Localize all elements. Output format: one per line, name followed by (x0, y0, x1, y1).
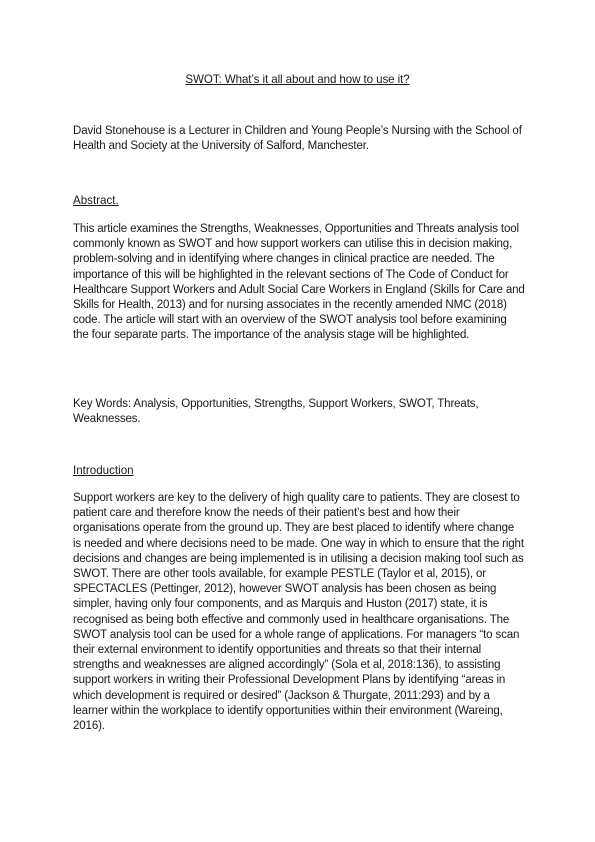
abstract-text: This article examines the Strengths, Weaknesses, Opportunities and Threats analysis tool commonly known as SWOT and how support workers can utilise this in decision making, problem-solving and in identifying where changes in clinical practice are needed. The importance of this will be highlighted in the relevant sections of The Code of Conduct for Healthcare Support Workers and Adult Social Care Workers in England (Skills for Care and Skills for Health, 2013) and for nursing associates in the recently amended NMC (2018) code. The article will start with an overview of the SWOT analysis tool before examining the four separate parts. The importance of the analysis stage will be highlighted. (73, 223, 525, 342)
introduction-heading: Introduction (73, 464, 134, 477)
author-bio: David Stonehouse is a Lecturer in Children and Young People’s Nursing with the School of Health and Society at the University of Salford, Manchester. (73, 125, 522, 153)
introduction-text: Support workers are key to the delivery of high quality care to patients. They are closest to patient care and therefore know the needs of their patient’s best and how their organisations operate from the ground up. They are best placed to identify where change is needed and where decisions need to be made. One way in which to ensure that the right decisions and changes are being implemented is in utilising a decision making tool such as SWOT. There are other tools available, for example PESTLE (Taylor et al, 2015), or SPECTACLES (Pettinger, 2012), however SWOT analysis has been chosen as being simpler, having only four components, and as Marquis and Huston (2017) state, it is recognised as being both effective and commonly used in healthcare organisations. The SWOT analysis tool can be used for a whole range of applications. For managers “to scan their external environment to identify opportunities and threats so that their internal strengths and weaknesses are aligned accordingly” (Sola et al, 2018:136), to assisting support workers in writing their Professional Development Plans by identifying “areas in which development is required or desired” (Jackson & Thurgate, 2011:293) and by a learner within the workplace to identify opportunities within their environment (Wareing, 2016). (73, 492, 524, 733)
keywords: Key Words: Analysis, Opportunities, Strengths, Support Workers, SWOT, Threats, Weaknesses. (73, 398, 479, 426)
abstract-heading: Abstract. (73, 194, 119, 207)
document-title: SWOT: What’s it all about and how to use it? (185, 73, 410, 86)
